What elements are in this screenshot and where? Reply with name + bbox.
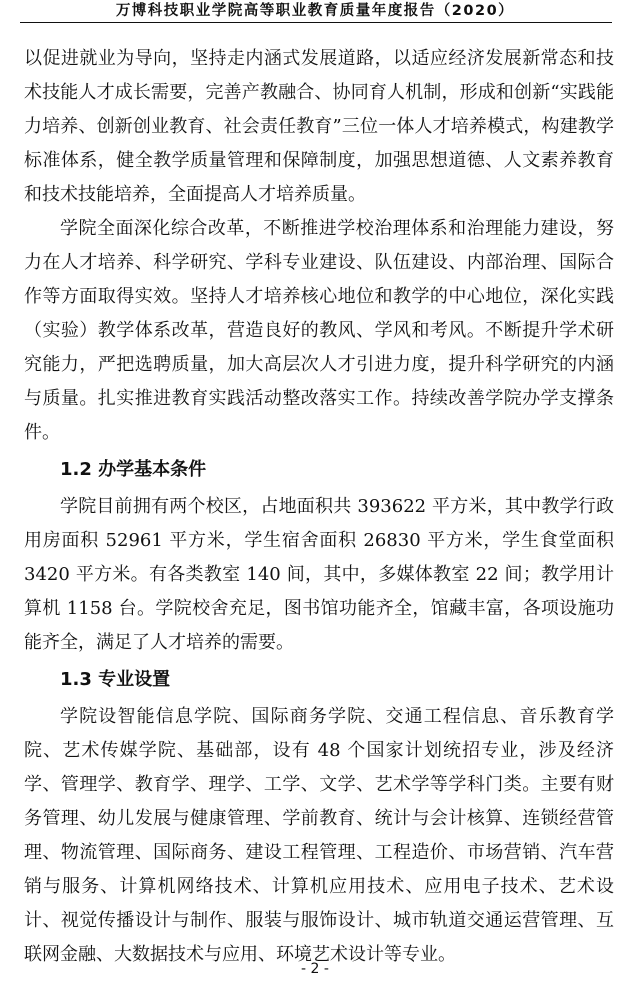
section-heading-1-2: 1.2 办学基本条件 [60, 459, 207, 480]
paragraph-facilities: 学院目前拥有两个校区，占地面积共 393622 平方米，其中教学行政用房面积 52961 平方米，学生宿舍面积 26830 平方米，学生食堂面积 3420 平方米。有各类教室 140 间，其中，多媒体教室 22 间；教学用计算机 1158 台。学院校舍充足，图书馆功能齐全，馆藏丰富，各项设施功能齐全，满足了人才培养的需要。 [24, 496, 614, 653]
section-heading-1-3: 1.3 专业设置 [60, 669, 171, 690]
running-header: 万博科技职业学院高等职业教育质量年度报告（2020） [115, 3, 515, 19]
paragraph-continued: 以促进就业为导向，坚持走内涵式发展道路，以适应经济发展新常态和技术技能人才成长需要，完善产教融合、协同育人机制，形成和创新“实践能力培养、创新创业教育、社会责任教育”三位一体人才培养模式，构建教学标准体系，健全教学质量管理和保障制度，加强思想道德、人文素养教育和技术技能培养，全面提高人才培养质量。 [24, 48, 614, 205]
header-rule [20, 22, 612, 23]
paragraph-majors: 学院设智能信息学院、国际商务学院、交通工程信息、音乐教育学院、艺术传媒学院、基础部，设有 48 个国家计划统招专业，涉及经济学、管理学、教育学、理学、工学、文学、艺术学等学科门类。主要有财务管理、幼儿发展与健康管理、学前教育、统计与会计核算、连锁经营管理、物流管理、国际商务、建设工程管理、工程造价、市场营销、汽车营销与服务、计算机网络技术、计算机应用技术、应用电子技术、艺术设计、视觉传播设计与制作、服装与服饰设计、城市轨道交通运营管理、互联网金融、大数据技术与应用、环境艺术设计等专业。 [24, 706, 614, 965]
page-number: - 2 - [301, 961, 329, 977]
page-body [24, 42, 614, 972]
paragraph-reform: 学院全面深化综合改革，不断推进学校治理体系和治理能力建设，努力在人才培养、科学研究、学科专业建设、队伍建设、内部治理、国际合作等方面取得实效。坚持人才培养核心地位和教学的中心地位，深化实践（实验）教学体系改革，营造良好的教风、学风和考风。不断提升学术研究能力，严把选聘质量，加大高层次人才引进力度，提升科学研究的内涵与质量。扎实推进教育实践活动整改落实工作。持续改善学院办学支撑条件。 [24, 218, 614, 443]
